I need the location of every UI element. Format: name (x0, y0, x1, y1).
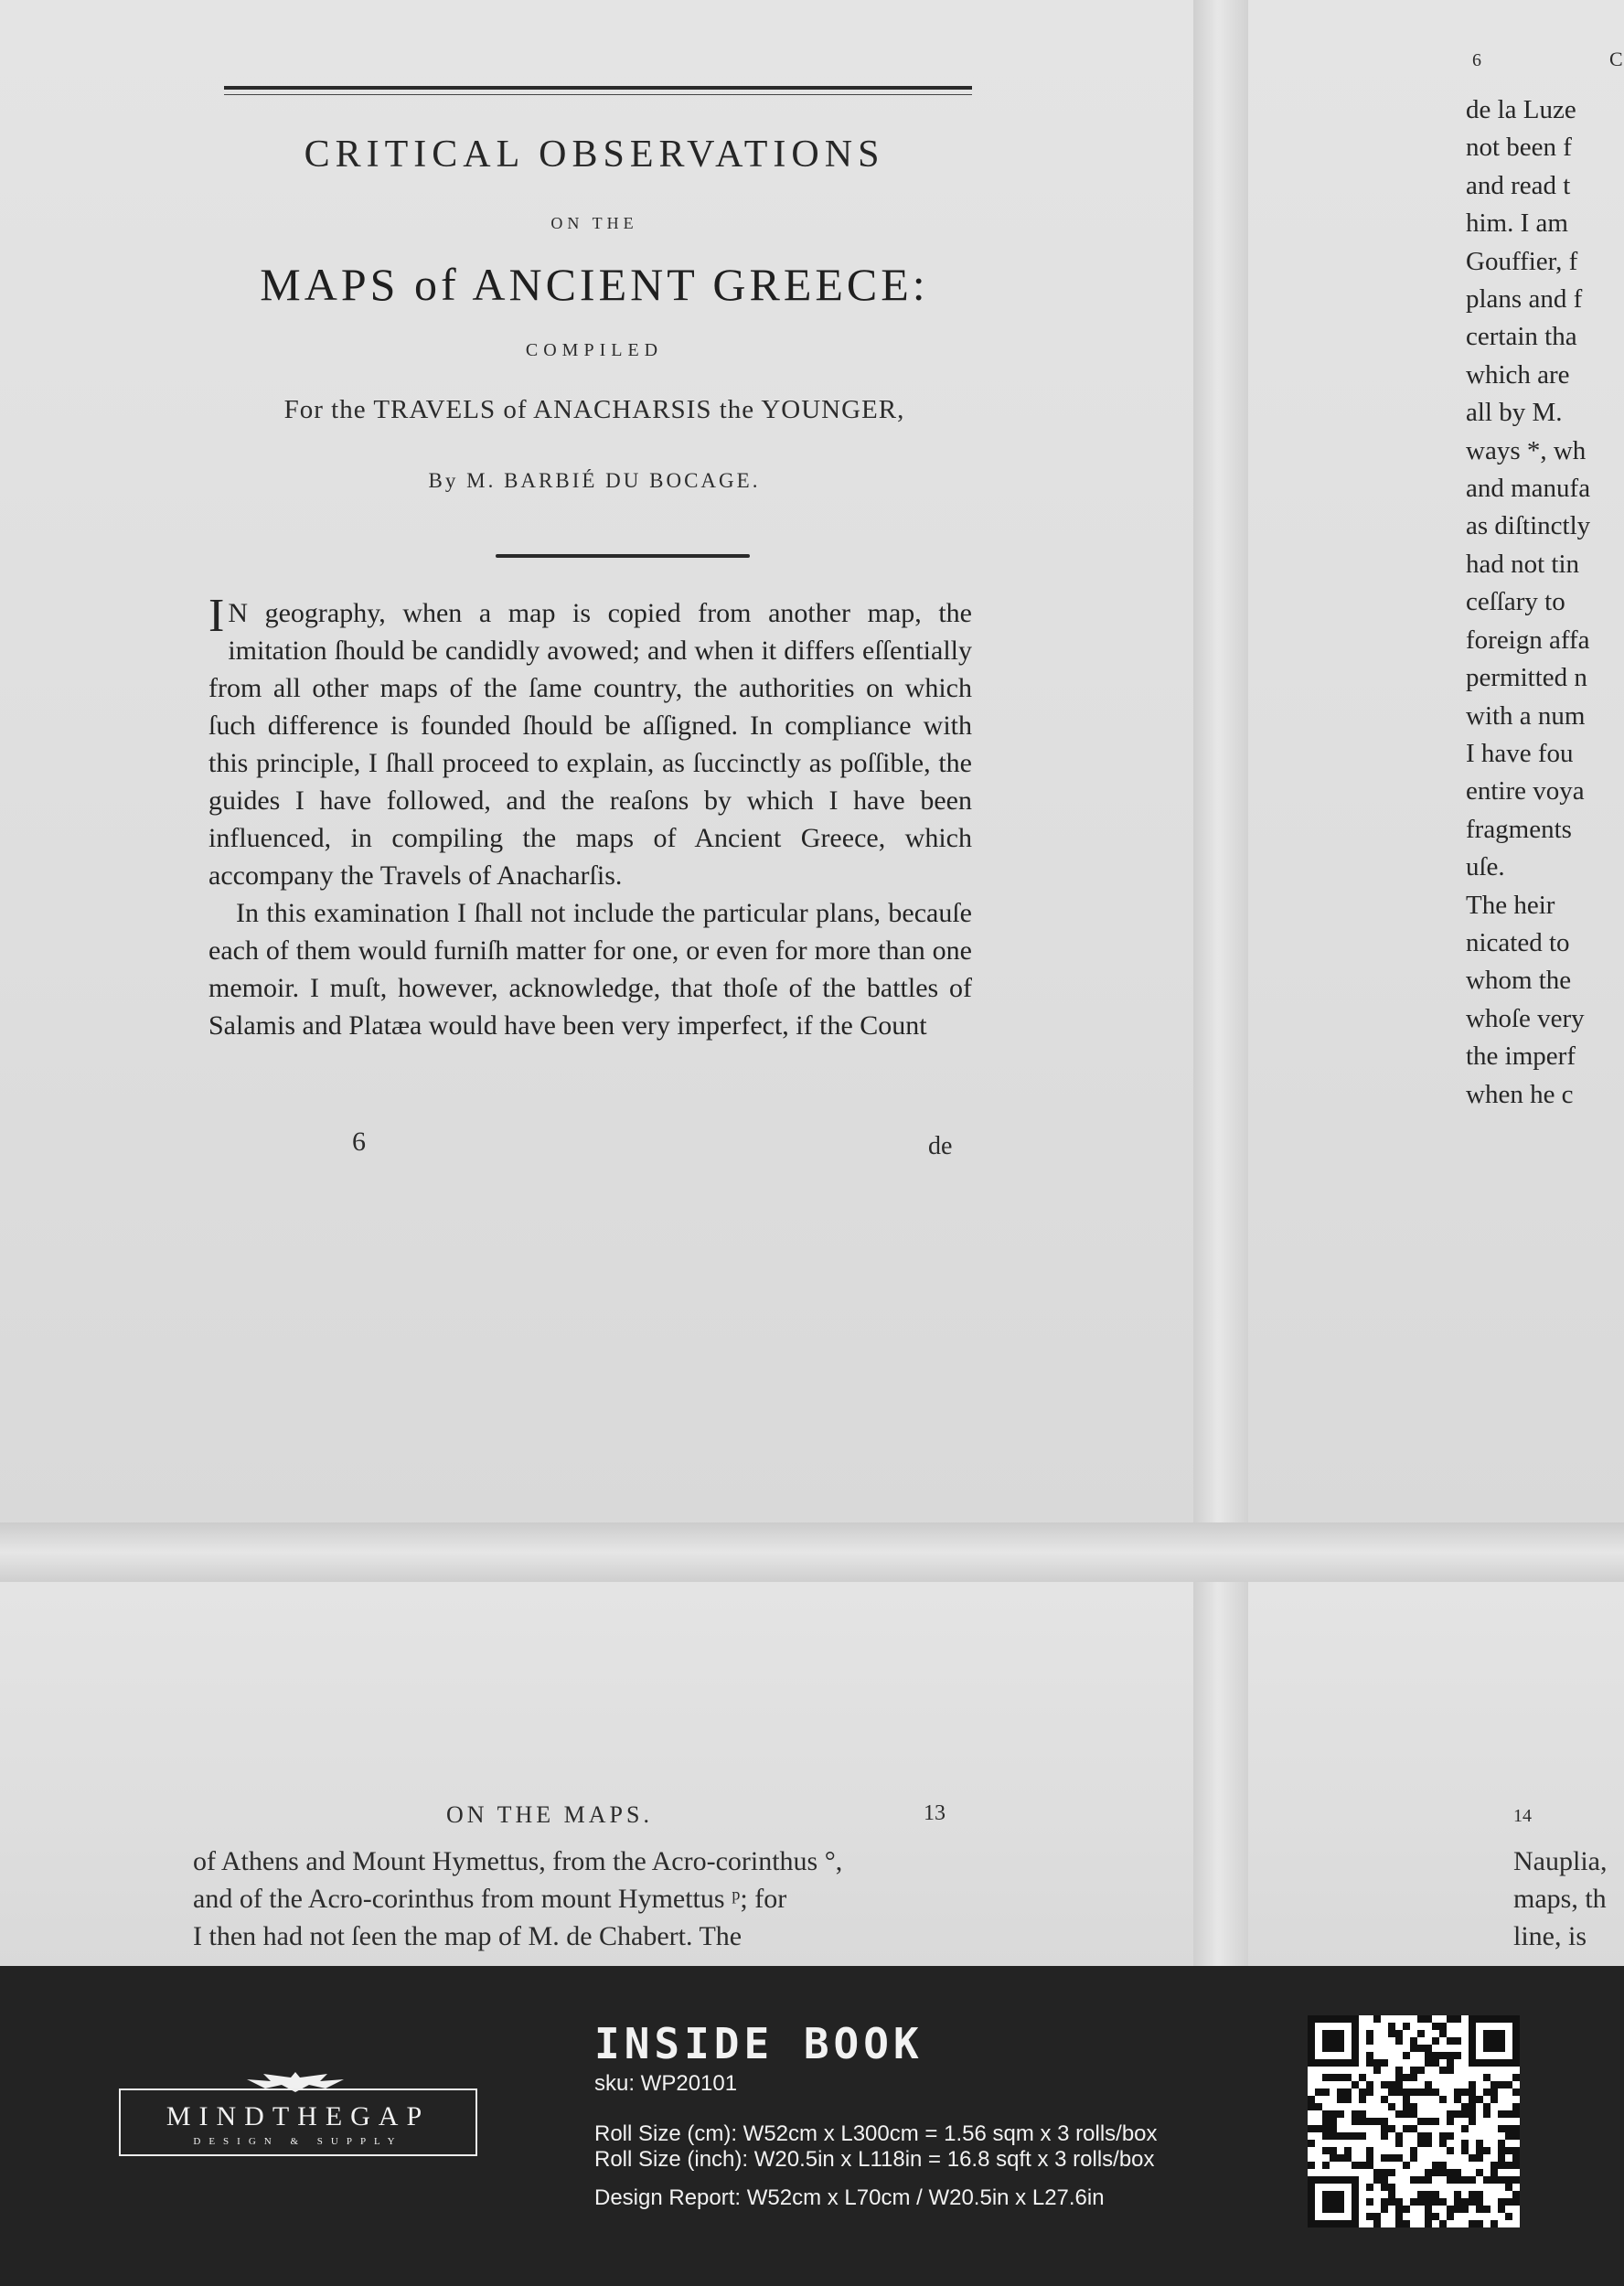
text-line: entire voya (1466, 776, 1585, 807)
paragraph-2: In this examination I ſhall not include the particular plans, becauſe each of them would furniſh matter for one, or even for more than one memoir. I muſt, however, acknowledge, that thoſe of the battles of Salamis and Platæa would have been very imperfect, if the Count (208, 898, 972, 1041)
bottom-page-text (193, 1843, 952, 1955)
text-line: certain tha (1466, 322, 1577, 352)
bottom-page-number: 13 (924, 1801, 946, 1825)
body-text (208, 590, 972, 1044)
text-line: Nauplia, (1513, 1846, 1608, 1876)
sku: sku: WP20101 (594, 2071, 738, 2096)
maps-title: MAPS of ANCIENT GREECE: (260, 259, 929, 310)
brand-tagline: DESIGN & SUPPLY (193, 2136, 403, 2147)
subtitle-on-the: ON THE (550, 214, 638, 232)
text-line: him. I am (1466, 208, 1568, 239)
text-line: whoſe very (1466, 1003, 1585, 1033)
text-line: permitted n (1466, 663, 1587, 693)
signature-mark: 6 (352, 1127, 366, 1157)
vertical-seam (1193, 0, 1248, 1966)
text-line: plans and f (1466, 284, 1583, 315)
text-line: of Athens and Mount Hymettus, from the Acro-corinthus °, (193, 1846, 843, 1876)
text-line: de la Luze (1466, 95, 1576, 124)
bottom-right-page-number: 14 (1513, 1806, 1532, 1826)
text-line: nicated to (1466, 927, 1570, 957)
text-line: fragments (1466, 814, 1572, 844)
text-line: I then had not ſeen the map of M. de Chabert. The (193, 1921, 743, 1951)
bottom-right-page-text (1513, 1843, 1624, 1955)
roll-size-inch: Roll Size (inch): W20.5in x L118in = 16.8 sqft x 3 rolls/box (594, 2147, 1155, 2172)
text-line: when he c (1466, 1079, 1574, 1109)
catchword: de (928, 1132, 953, 1160)
author-line: By M. BARBIÉ DU BOCAGE. (428, 469, 761, 492)
text-line: whom the (1466, 966, 1572, 996)
text-line: all by M. (1466, 398, 1563, 428)
top-rule (224, 86, 972, 95)
paragraph-1-text: N geography, when a map is copied from another map, the imitation ſhould be candidly avowed; and when it differs eſſentially from all other maps of the ſame country, the authorities on which ſuch difference is founded ſhould be aſſigned. In compliance with this principle, I ſhall proceed to explain, as ſuccinctly as poſſible, the guides I have followed, and the reaſons by which I have been influenced, in compiling the maps of Ancient Greece, which accompany the Travels of Anacharſis. (208, 598, 972, 891)
text-line: line, is (1513, 1921, 1587, 1951)
page-title: CRITICAL OBSERVATIONS (304, 134, 885, 176)
text-line: the imperf (1466, 1042, 1576, 1072)
text-line: which are (1466, 359, 1570, 390)
text-line: ceſſary to (1466, 587, 1565, 617)
brand-name: MINDTHEGAP (166, 2101, 431, 2131)
text-line: maps, th (1513, 1884, 1607, 1914)
text-line: foreign affa (1466, 625, 1590, 655)
text-line: I have fou (1466, 738, 1574, 768)
text-line: as diſtinctly (1466, 511, 1591, 541)
paragraph-1 (208, 590, 972, 894)
right-page-number: 6 (1472, 50, 1481, 70)
text-line: not been f (1466, 133, 1572, 163)
text-line: Gouffier, f (1466, 246, 1578, 276)
product-name: INSIDE BOOK (594, 2019, 924, 2068)
qr-code-icon[interactable] (1308, 2015, 1520, 2227)
compiled-label: COMPILED (525, 340, 664, 360)
drop-cap: I (208, 590, 225, 642)
text-line: and read t (1466, 170, 1571, 200)
roll-size-cm: Roll Size (cm): W52cm x L300cm = 1.56 sqm x 3 rolls/box (594, 2121, 1158, 2146)
right-page-text (1466, 91, 1624, 1114)
design-report: Design Report: W52cm x L70cm / W20.5in x L27.6in (594, 2185, 1105, 2210)
text-line: with a num (1466, 700, 1586, 731)
right-running-head: C (1609, 48, 1623, 70)
text-line: The heir (1466, 890, 1555, 920)
ornament-rule (496, 554, 750, 558)
horizontal-seam (0, 1522, 1624, 1582)
text-line: ways *, wh (1466, 435, 1587, 465)
text-line: and of the Acro-corinthus from mount Hymettus ᵖ; for (193, 1884, 787, 1914)
text-line: had not tin (1466, 549, 1580, 579)
text-line: uſe. (1466, 852, 1505, 882)
brand-logo (119, 2088, 477, 2156)
product-footer (0, 1966, 1624, 2286)
text-line: and manufa (1466, 474, 1591, 504)
bottom-running-head: ON THE MAPS. (446, 1801, 653, 1828)
for-line: For the TRAVELS of ANACHARSIS the YOUNGER, (283, 395, 905, 424)
